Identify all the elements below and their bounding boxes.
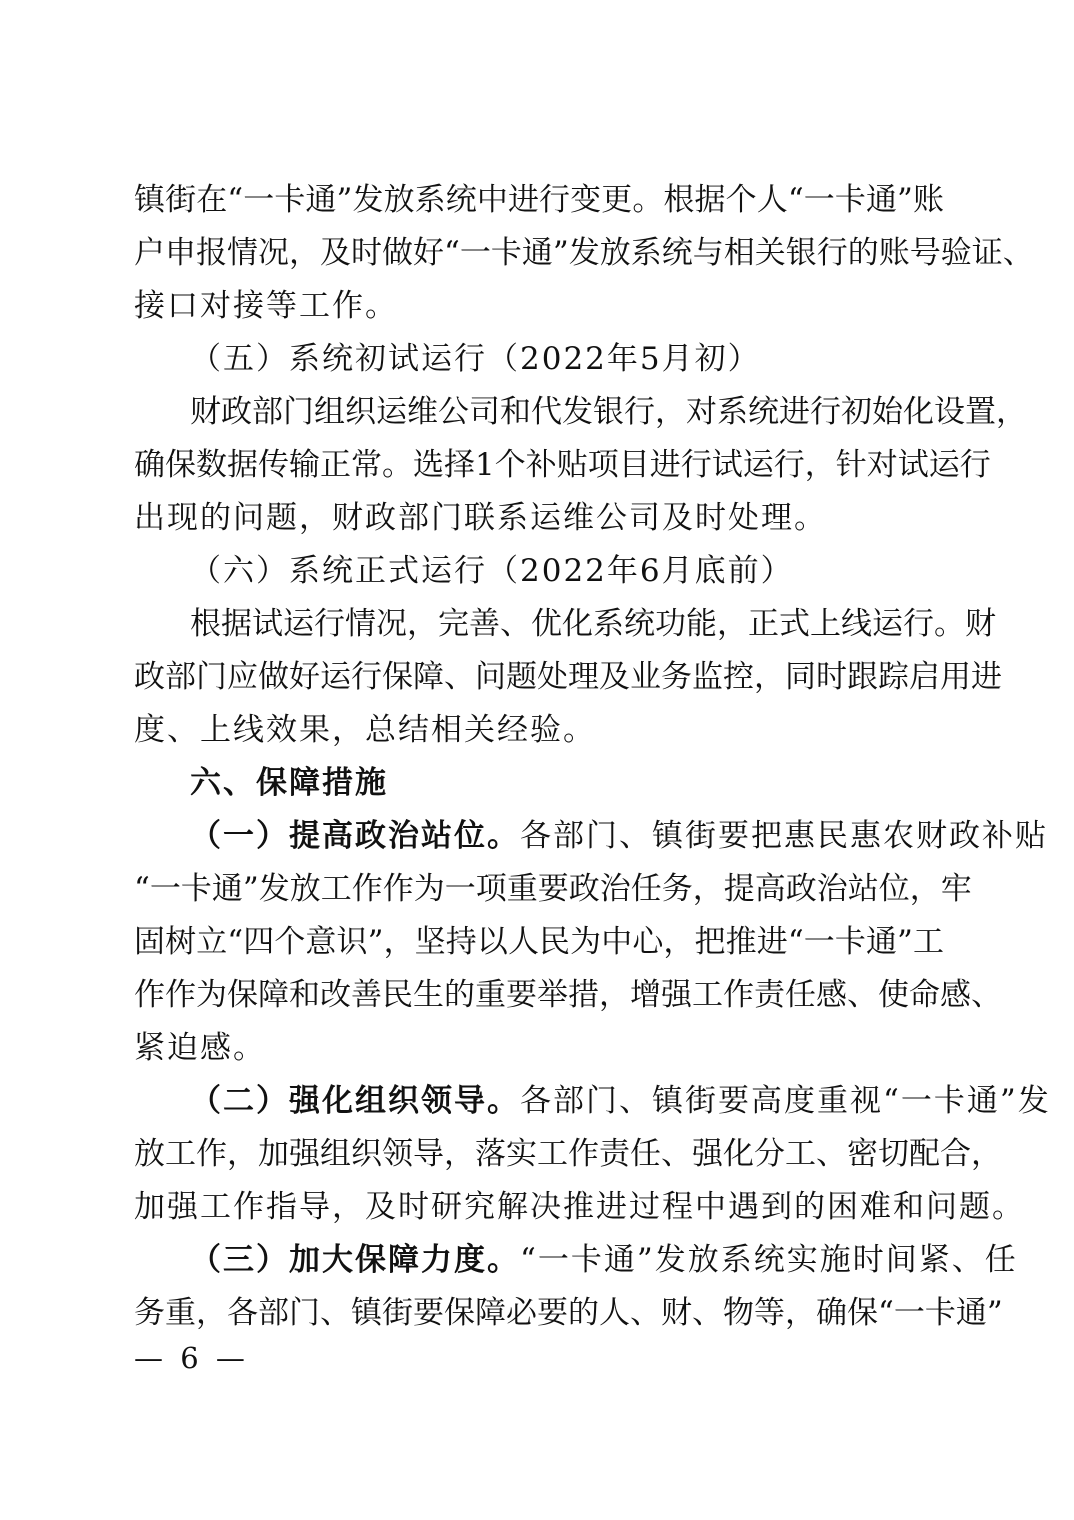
paragraph-line [190, 1240, 1018, 1280]
body-text-line: 作作为保障和改善民生的重要举措，增强工作责任感、使命感、 [134, 977, 1002, 1013]
chapter-heading: 六、保障措施 [190, 765, 388, 801]
body-text-line: 固树立“四个意识”，坚持以人民为中心，把推进“一卡通”工 [134, 924, 944, 960]
body-text-line: 出现的问题，财政部门联系运维公司及时处理。 [134, 500, 827, 536]
page-number: — 6 — [134, 1341, 249, 1375]
subsection-title: （一）提高政治站位。 [190, 818, 520, 854]
body-text-line: 根据试运行情况，完善、优化系统功能，正式上线运行。财 [190, 606, 996, 642]
body-text-line: 接口对接等工作。 [134, 288, 398, 324]
section-heading: （五）系统初试运行（2022年5月初） [190, 341, 761, 377]
body-text: “一卡通”发放系统实施时间紧、任 [520, 1242, 1018, 1278]
body-text-line: 确保数据传输正常。选择1个补贴项目进行试运行，针对试运行 [134, 447, 991, 483]
body-text-line: “一卡通”发放工作作为一项重要政治任务，提高政治站位，牢 [134, 871, 972, 907]
subsection-title: （三）加大保障力度。 [190, 1242, 520, 1278]
section-heading: （六）系统正式运行（2022年6月底前） [190, 553, 794, 589]
body-text-line: 财政部门组织运维公司和代发银行，对系统进行初始化设置， [190, 394, 1027, 430]
body-text-line: 镇街在“一卡通”发放系统中进行变更。根据个人“一卡通”账 [134, 182, 944, 218]
body-text-line: 户申报情况，及时做好“一卡通”发放系统与相关银行的账号验证、 [134, 235, 1034, 271]
paragraph-line [190, 816, 1048, 856]
body-text-line: 务重，各部门、镇街要保障必要的人、财、物等，确保“一卡通” [134, 1295, 1003, 1331]
paragraph-line [190, 1081, 1051, 1121]
body-text: 各部门、镇街要高度重视“一卡通”发 [520, 1083, 1051, 1119]
body-text-line: 放工作，加强组织领导，落实工作责任、强化分工、密切配合， [134, 1136, 1002, 1172]
subsection-title: （二）强化组织领导。 [190, 1083, 520, 1119]
body-text-line: 加强工作指导，及时研究解决推进过程中遇到的困难和问题。 [134, 1189, 1025, 1225]
body-text-line: 政部门应做好运行保障、问题处理及业务监控，同时跟踪启用进 [134, 659, 1002, 695]
body-text: 各部门、镇街要把惠民惠农财政补贴 [520, 818, 1048, 854]
body-text-line: 紧迫感。 [134, 1030, 266, 1066]
body-text-line: 度、上线效果，总结相关经验。 [134, 712, 596, 748]
